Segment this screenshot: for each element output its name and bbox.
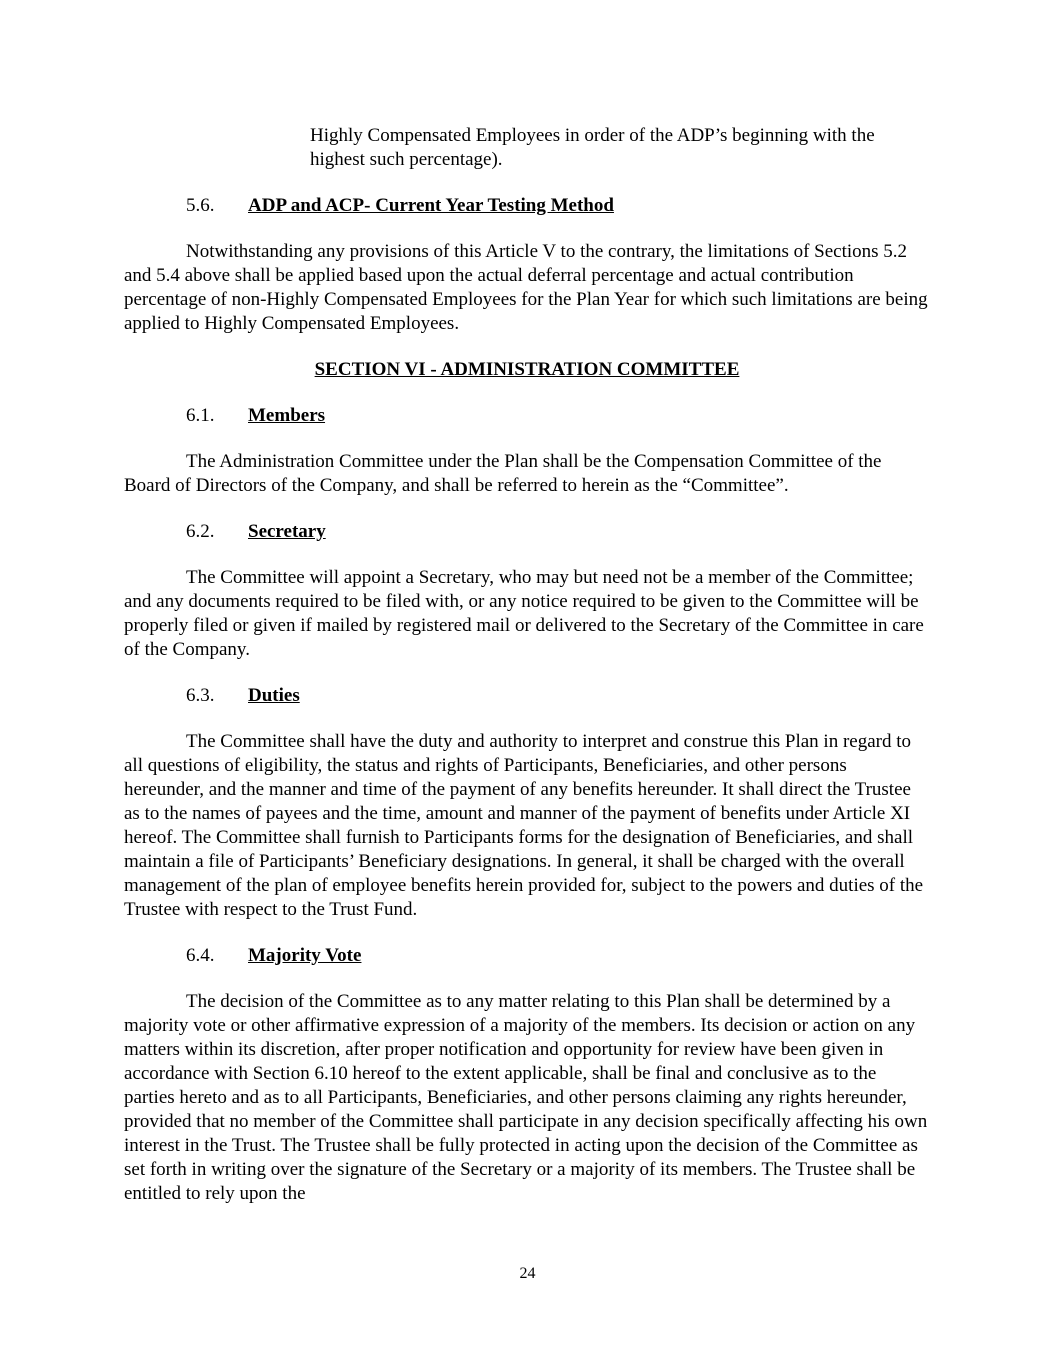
section-title: ADP and ACP- Current Year Testing Method xyxy=(248,195,614,216)
section-6-4-heading xyxy=(124,944,930,968)
section-6-3-body: The Committee shall have the duty and authority to interpret and construe this Plan in regard to all questions of eligibility, the status and rights of Participants, Beneficiaries, and other persons hereunder, and the manner and time of the payment of any benefits hereunder. It shall direct the Trustee as to the names of payees and the time, amount and manner of the payment of benefits under Article XI hereof. The Committee shall furnish to Participants forms for the designation of Beneficiaries, and shall maintain a file of Participants’ Beneficiary designations. In general, it shall be charged with the overall management of the plan of employee benefits herein provided for, subject to the powers and duties of the Trustee with respect to the Trust Fund. xyxy=(124,731,924,920)
section-6-2-heading xyxy=(124,520,930,544)
section-number: 6.4. xyxy=(186,945,215,966)
section-6-1-heading xyxy=(124,404,930,428)
section-number: 6.3. xyxy=(186,685,215,706)
section-number: 5.6. xyxy=(186,195,215,216)
section-title: Members xyxy=(248,405,326,426)
section-6-3-heading xyxy=(124,684,930,708)
section-6-1-body: The Administration Committee under the Plan shall be the Compensation Committee of the Board of Directors of the Company, and shall be referred to herein as the “Committee”. xyxy=(124,451,882,496)
section-6-4-body: The decision of the Committee as to any matter relating to this Plan shall be determined by a majority vote or other affirmative expression of a majority of the members. Its decision or action on any matters within its discretion, after proper notification and opportunity for review have been given in accordance with Section 6.10 hereof to the extent applicable, shall be final and conclusive as to the parties hereto and as to all Participants, Beneficiaries, and other persons claiming any rights hereunder, provided that no member of the Committee shall participate in any decision specifically affecting his own interest in the Trust. The Trustee shall be fully protected in acting upon the decision of the Committee as set forth in writing over the signature of the Secretary or a majority of its members. The Trustee shall be entitled to rely upon the xyxy=(124,991,928,1204)
section-title: Duties xyxy=(248,685,300,706)
document-page xyxy=(124,124,930,1228)
section-title: Majority Vote xyxy=(248,945,362,966)
continuation-text: Highly Compensated Employees in order of the ADP’s beginning with the highest such percentage). xyxy=(310,125,875,170)
section-title: Secretary xyxy=(248,521,326,542)
page-number: 24 xyxy=(519,1265,536,1282)
section-number: 6.2. xyxy=(186,521,215,542)
section-6-2-body: The Committee will appoint a Secretary, who may but need not be a member of the Committee; and any documents required to be filed with, or any notice required to be given to the Committee will be properly filed or given if mailed by registered mail or delivered to the Secretary of the Committee in care of the Company. xyxy=(124,567,924,660)
article-heading: SECTION VI - ADMINISTRATION COMMITTEE xyxy=(314,359,740,380)
section-5-6-heading xyxy=(124,194,930,218)
section-number: 6.1. xyxy=(186,405,215,426)
section-5-6-body: Notwithstanding any provisions of this Article V to the contrary, the limitations of Sections 5.2 and 5.4 above shall be applied based upon the actual deferral percentage and actual contribution percentage of non-Highly Compensated Employees for the Plan Year for which such limitations are being applied to Highly Compensated Employees. xyxy=(124,241,928,334)
